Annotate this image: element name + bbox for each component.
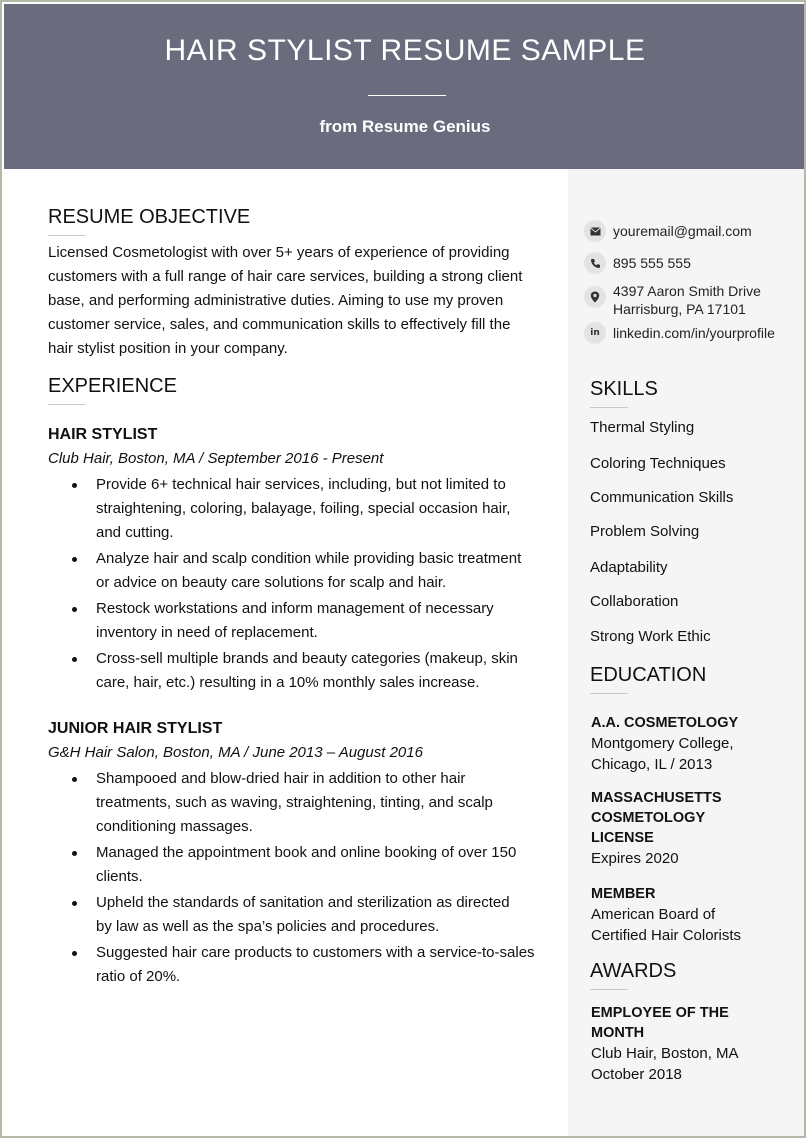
education-entry — [591, 788, 791, 869]
bullet-line: clients. — [96, 868, 143, 885]
resume-title: HAIR STYLIST RESUME SAMPLE — [164, 34, 646, 67]
contact-address — [584, 282, 761, 318]
bullet-line: Shampooed and blow-dried hair in addition to other hair — [96, 770, 466, 787]
phone-text: 895 555 555 — [613, 255, 691, 271]
section-divider — [590, 989, 628, 990]
linkedin-icon: in — [584, 322, 606, 344]
job-entry — [48, 423, 548, 695]
job-employer-dates: Club Hair, Boston, MA / September 2016 - Present — [48, 450, 384, 467]
address-line: 4397 Aaron Smith Drive — [613, 283, 761, 299]
bullet-line: Managed the appointment book and online booking of over 150 — [96, 844, 517, 861]
resume-header — [4, 4, 806, 169]
award-detail: Club Hair, Boston, MA — [591, 1045, 739, 1062]
bullet-line: and cutting. — [96, 524, 174, 541]
bullet-line: Provide 6+ technical hair services, including, but not limited to — [96, 476, 506, 493]
job-employer-dates: G&H Hair Salon, Boston, MA / June 2013 – August 2016 — [48, 744, 423, 761]
education-name: LICENSE — [591, 830, 654, 846]
contact-linkedin[interactable] — [584, 322, 775, 344]
section-divider — [48, 404, 86, 405]
education-detail: American Board of — [591, 906, 716, 923]
education-detail: Montgomery College, — [591, 735, 734, 752]
education-name: MEMBER — [591, 886, 656, 902]
skill-item: Coloring Techniques — [590, 455, 726, 472]
job-title: HAIR STYLIST — [48, 426, 158, 443]
skill-item: Collaboration — [590, 593, 679, 610]
job-bullet — [48, 841, 548, 889]
main-column — [48, 206, 548, 991]
job-bullets — [48, 767, 548, 989]
bullet-line: ratio of 20%. — [96, 968, 181, 985]
education-name: MASSACHUSETTS — [591, 790, 722, 806]
education-heading: EDUCATION — [590, 664, 707, 686]
contact-email[interactable] — [584, 220, 752, 242]
job-bullets — [48, 473, 548, 695]
email-text: youremail@gmail.com — [613, 223, 752, 239]
envelope-icon — [584, 220, 606, 242]
skill-item: Problem Solving — [590, 523, 700, 540]
objective-line: base, and performing administrative duties. Aiming to use my proven — [48, 292, 504, 309]
bullet-line: conditioning massages. — [96, 818, 253, 835]
experience-heading: EXPERIENCE — [48, 375, 177, 397]
objective-line: customer service, sales, and communication skills to effectively fill the — [48, 316, 511, 333]
section-divider — [48, 235, 86, 236]
award-entry — [591, 1003, 791, 1085]
education-detail: Certified Hair Colorists — [591, 927, 742, 944]
experience-section — [48, 375, 548, 989]
address-line: Harrisburg, PA 17101 — [613, 301, 746, 317]
map-pin-icon — [584, 286, 606, 308]
objective-heading: RESUME OBJECTIVE — [48, 206, 251, 228]
bullet-line: Restock workstations and inform management of necessary — [96, 600, 494, 617]
education-name: COSMETOLOGY — [591, 810, 706, 826]
skills-heading: SKILLS — [590, 378, 658, 400]
award-name: EMPLOYEE OF THE — [591, 1005, 729, 1021]
job-bullet — [48, 597, 548, 645]
bullet-line: treatments, such as waving, straightening, tinting, and scalp — [96, 794, 493, 811]
job-title: JUNIOR HAIR STYLIST — [48, 720, 223, 737]
linkedin-text: linkedin.com/in/yourprofile — [613, 325, 775, 341]
job-bullet — [48, 647, 548, 695]
skill-item: Communication Skills — [590, 489, 734, 506]
objective-section — [48, 206, 548, 361]
job-bullet — [48, 941, 548, 989]
section-divider — [590, 693, 628, 694]
objective-text — [48, 241, 548, 361]
award-name: MONTH — [591, 1025, 645, 1041]
contact-phone[interactable] — [584, 252, 691, 274]
objective-line: Licensed Cosmetologist with over 5+ years of experience of providing — [48, 244, 510, 261]
job-bullet — [48, 473, 548, 545]
education-name: A.A. COSMETOLOGY — [591, 715, 739, 731]
awards-heading: AWARDS — [590, 960, 677, 982]
section-divider — [590, 407, 628, 408]
bullet-line: Suggested hair care products to customers with a service-to-sales — [96, 944, 535, 961]
bullet-line: by law as well as the spa’s policies and procedures. — [96, 918, 440, 935]
objective-line: customers with a full range of hair care services, building a strong client — [48, 268, 523, 285]
bullet-line: Cross-sell multiple brands and beauty categories (makeup, skin — [96, 650, 518, 667]
education-entry — [591, 713, 791, 775]
bullet-line: inventory in need of replacement. — [96, 624, 318, 641]
job-entry — [48, 717, 548, 989]
bullet-line: Analyze hair and scalp condition while providing basic treatment — [96, 550, 522, 567]
skill-item: Adaptability — [590, 559, 668, 576]
education-detail: Chicago, IL / 2013 — [591, 756, 713, 773]
bullet-line: straightening, coloring, balayage, foiling, special occasion hair, — [96, 500, 511, 517]
job-bullet — [48, 767, 548, 839]
resume-subtitle: from Resume Genius — [319, 117, 491, 136]
skill-item: Strong Work Ethic — [590, 628, 711, 645]
bullet-line: Upheld the standards of sanitation and sterilization as directed — [96, 894, 510, 911]
job-bullet — [48, 891, 548, 939]
education-entry — [591, 884, 791, 946]
bullet-line: care, hair, etc.) resulting in a 10% monthly sales increase. — [96, 674, 480, 691]
job-bullet — [48, 547, 548, 595]
skill-item: Thermal Styling — [590, 419, 695, 436]
header-divider — [368, 95, 446, 96]
phone-icon — [584, 252, 606, 274]
award-detail: October 2018 — [591, 1066, 682, 1083]
objective-line: hair stylist position in your company. — [48, 340, 288, 357]
address-text — [613, 282, 761, 318]
education-detail: Expires 2020 — [591, 850, 679, 867]
bullet-line: or advice on beauty care solutions for scalp and hair. — [96, 574, 447, 591]
